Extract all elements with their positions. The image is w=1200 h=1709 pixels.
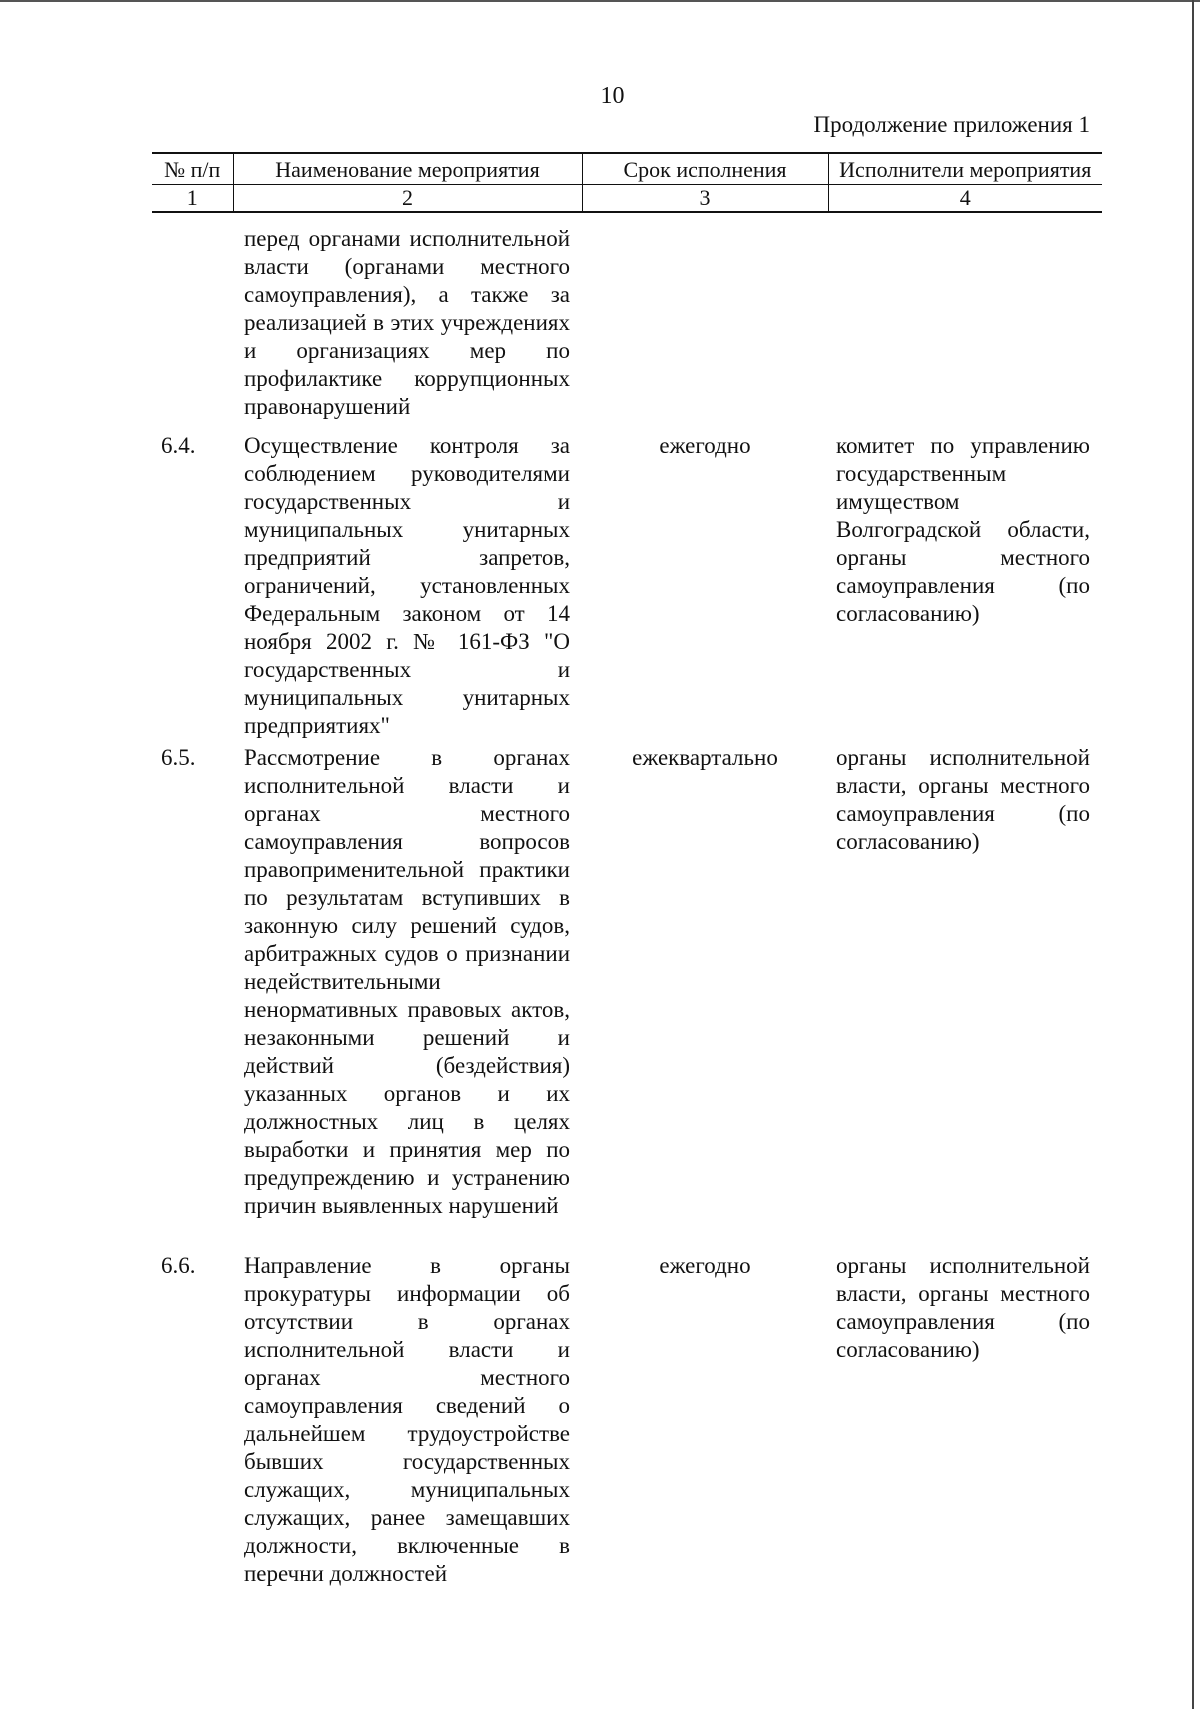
column-number: 1 (152, 185, 233, 213)
appendix-continuation-label: Продолжение приложения 1 (813, 112, 1090, 137)
row-number: 6.6. (161, 1253, 196, 1278)
table-header-row (152, 153, 1102, 185)
row-activity-name: Рассмотрение в органах исполнительной власти и органах местного самоуправления вопросов правоприменительной практики по результатам вступивших в законную силу решений судов, арбитражных судов о признании недействительными ненормативных правовых актов, незаконными решений и действий (бездействия) указанных органов и их должностных лиц в целях выработки и принятия мер по предупреждению и устранению причин выявленных нарушений (244, 745, 570, 1218)
header-number: № п/п (152, 153, 233, 185)
page-right-edge (1192, 0, 1194, 1709)
page-number: 10 (600, 83, 625, 109)
row-activity-cell (233, 1252, 582, 1588)
row-executors: комитет по управлению государственным имуществом Волгоградской области, органы местного самоуправления (по согласованию) (836, 433, 1090, 626)
header-deadline: Срок исполнения (582, 153, 828, 185)
row-activity-cell (233, 432, 582, 744)
row-executors-cell (828, 744, 1102, 1252)
row-executors-cell (828, 1252, 1102, 1588)
header-executors: Исполнители мероприятия (828, 153, 1102, 185)
column-number: 2 (233, 185, 582, 213)
row-executors: органы исполнительной власти, органы местного самоуправления (по согласованию) (836, 745, 1090, 854)
row-activity-cell (233, 744, 582, 1252)
row-deadline: ежегодно (659, 1253, 751, 1278)
activities-table (152, 152, 1102, 1588)
row-number: 6.4. (161, 433, 196, 458)
row-deadline (582, 212, 828, 432)
table-row (152, 1252, 1102, 1588)
row-activity-name: Направление в органы прокуратуры информации об отсутствии в органах исполнительной власти и органах местного самоуправления сведений о дальнейшем трудоустройстве бывших государственных служащих, муниципальных служащих, ранее замещавших должности, включенные в перечни должностей (244, 1253, 570, 1586)
header-activity-name: Наименование мероприятия (233, 153, 582, 185)
column-number: 4 (828, 185, 1102, 213)
table-row (152, 744, 1102, 1252)
row-deadline: ежегодно (659, 433, 751, 458)
row-number (152, 212, 233, 432)
row-executors: органы исполнительной власти, органы местного самоуправления (по согласованию) (836, 1253, 1090, 1362)
column-number-row (152, 185, 1102, 213)
row-executors-cell (828, 212, 1102, 432)
row-deadline: ежеквартально (632, 745, 778, 770)
column-number: 3 (582, 185, 828, 213)
row-activity-name: Осуществление контроля за соблюдением руководителями государственных и муниципальных унитарных предприятий запретов, ограничений, установленных Федеральным законом от 14 ноября 2002 г. № 161-ФЗ "О государственных и муниципальных унитарных предприятиях" (244, 433, 570, 738)
table-row (152, 432, 1102, 744)
page-top-edge (0, 0, 1200, 2)
row-activity-cell (233, 212, 582, 432)
table-row (152, 212, 1102, 432)
row-activity-name: перед органами исполнительной власти (органами местного самоуправления), а также за реализацией в этих учреждениях и организациях мер по профилактике коррупционных правонарушений (244, 226, 570, 419)
row-number: 6.5. (161, 745, 196, 770)
row-executors-cell (828, 432, 1102, 744)
